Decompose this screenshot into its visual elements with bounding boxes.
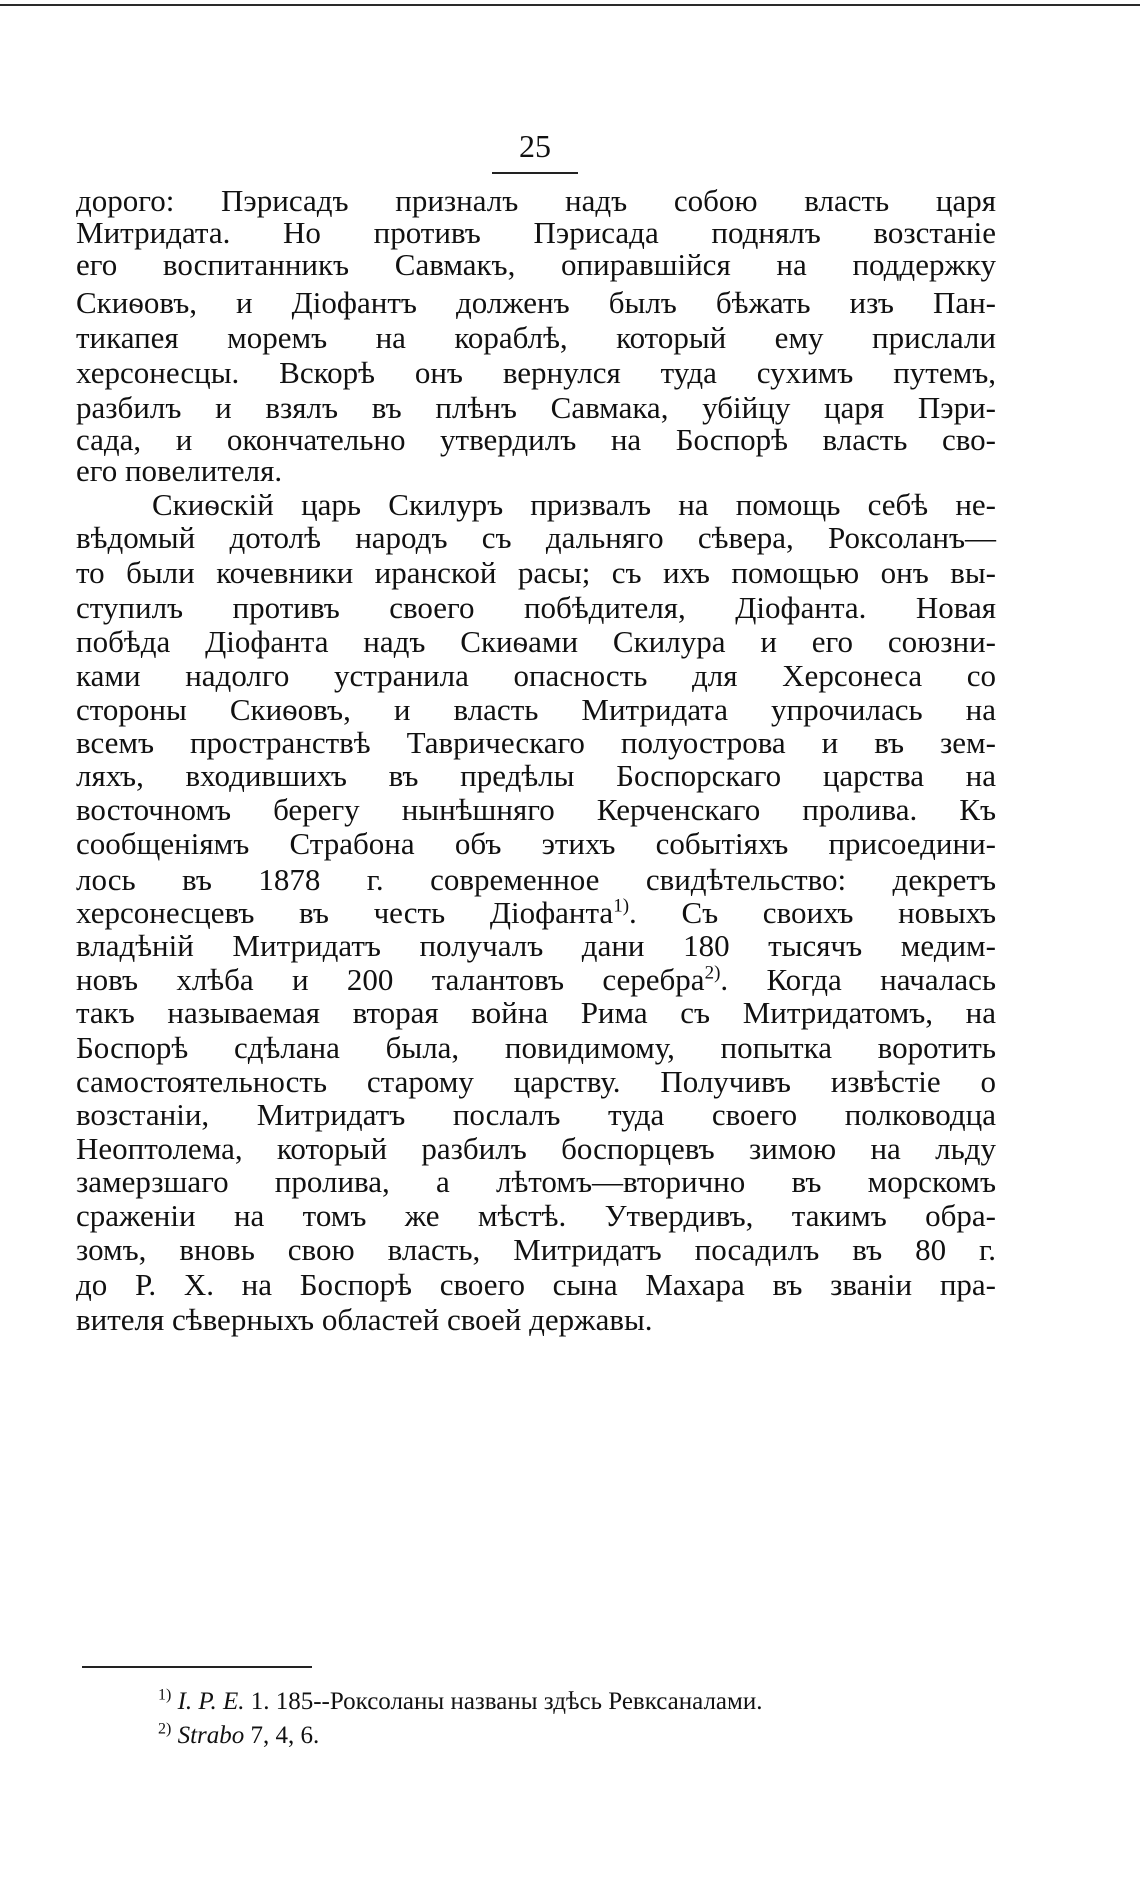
- text-line: ками надолго устранила опасность для Херсонеса со: [76, 658, 996, 693]
- page-number: 25: [519, 128, 551, 164]
- text-segment: . Съ своихъ новыхъ: [629, 895, 996, 930]
- footnote-text: 1. 185--Роксоланы названы здѣсь Ревксаналами.: [244, 1688, 763, 1715]
- text-line: херсонесцы. Вскорѣ онъ вернулся туда сухимъ путемъ,: [76, 355, 996, 390]
- text-line: стороны Скиѳовъ, и власть Митридата упрочилась на: [76, 692, 996, 727]
- text-line: вѣдомый дотолѣ народъ съ дальняго сѣвера, Роксоланъ—: [76, 520, 996, 555]
- footnote-mark: 1): [158, 1686, 172, 1704]
- text-line: Неоптолема, который разбилъ боспорцевъ зимою на льду: [76, 1131, 996, 1166]
- text-line: такъ называемая вторая война Рима съ Митридатомъ, на: [76, 995, 996, 1030]
- text-line: его воспитанникъ Савмакъ, опиравшійся на поддержку: [76, 247, 996, 282]
- text-line: восточномъ берегу нынѣшняго Керченскаго пролива. Къ: [76, 792, 996, 827]
- text-segment: . Когда началась: [720, 962, 996, 997]
- text-line: ляхъ, входившихъ въ предѣлы Боспорскаго царства на: [76, 758, 996, 793]
- text-line: замерзшаго пролива, а лѣтомъ—вторично въ морскомъ: [76, 1164, 996, 1199]
- text-line: ступилъ противъ своего побѣдителя, Діофанта. Новая: [76, 590, 996, 625]
- top-edge-rule: [0, 4, 1140, 6]
- page-number-underline: [492, 172, 578, 174]
- footnote-source: I. P. E.: [177, 1688, 245, 1715]
- text-segment: новъ хлѣба и 200 талантовъ серебра: [76, 962, 705, 997]
- text-line: его повелителя.: [76, 453, 283, 488]
- footnote-1: [158, 1686, 762, 1718]
- text-line: побѣда Діофанта надъ Скиѳами Скилура и его союзни-: [76, 624, 996, 659]
- text-line: сообщеніямъ Страбона объ этихъ событіяхъ присоедини-: [76, 826, 996, 861]
- text-line: дорого: Пэрисадъ призналъ надъ собою власть царя: [76, 183, 996, 218]
- text-line: Боспорѣ сдѣлана была, повидимому, попытка воротить: [76, 1030, 996, 1065]
- footnote-2: [158, 1720, 319, 1752]
- text-line: тикапея моремъ на кораблѣ, который ему прислали: [76, 320, 996, 355]
- text-line: разбилъ и взялъ въ плѣнъ Савмака, убійцу царя Пэри-: [76, 390, 996, 425]
- text-line: зомъ, вновь свою власть, Митридатъ посадилъ въ 80 г.: [76, 1232, 996, 1267]
- footnote-mark: 2): [158, 1720, 172, 1738]
- text-line: до Р. Х. на Боспорѣ своего сына Махара въ званіи пра-: [76, 1267, 996, 1302]
- text-segment: херсонесцевъ въ честь Діофанта: [76, 895, 614, 930]
- text-line: Скиѳскій царь Скилуръ призвалъ на помощь себѣ не-: [152, 487, 996, 522]
- text-line: владѣній Митридатъ получалъ дани 180 тысячъ медим-: [76, 928, 996, 963]
- footnote-source: Strabo: [177, 1722, 245, 1749]
- footnote-separator: [82, 1666, 312, 1668]
- text-line: то были кочевники иранской расы; съ ихъ помощью онъ вы-: [76, 555, 996, 590]
- text-line: самостоятельность старому царству. Получивъ извѣстіе о: [76, 1064, 996, 1099]
- text-line: возстаніи, Митридатъ послалъ туда своего полководца: [76, 1097, 996, 1132]
- text-line: всемъ пространствѣ Таврическаго полуострова и въ зем-: [76, 725, 996, 760]
- footnote-text: 7, 4, 6.: [244, 1722, 320, 1749]
- text-line: сада, и окончательно утвердилъ на Боспорѣ власть сво-: [76, 422, 996, 457]
- text-line: сраженіи на томъ же мѣстѣ. Утвердивъ, такимъ обра-: [76, 1198, 996, 1233]
- text-line: Скиѳовъ, и Діофантъ долженъ былъ бѣжать изъ Пан-: [76, 285, 996, 320]
- text-line: лось въ 1878 г. современное свидѣтельство: декретъ: [76, 862, 996, 897]
- footnote-ref: 2): [704, 962, 721, 984]
- text-line: Митридата. Но противъ Пэрисада поднялъ возстаніе: [76, 215, 996, 250]
- text-line: вителя сѣверныхъ областей своей державы.: [76, 1302, 653, 1337]
- footnote-ref: 1): [613, 895, 630, 917]
